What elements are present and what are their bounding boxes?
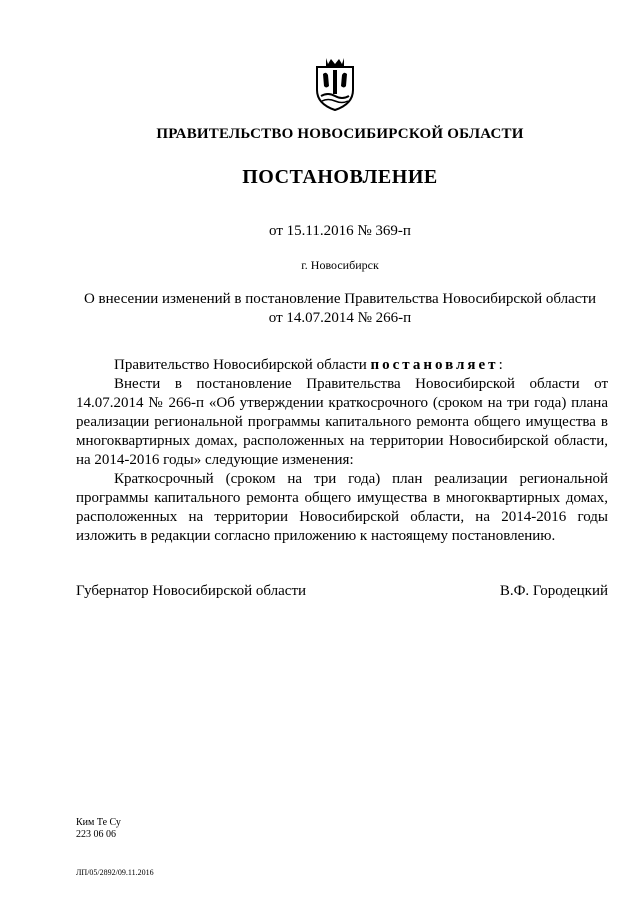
date-number-line: от 15.11.2016 № 369-п [269, 223, 411, 239]
government-title: ПРАВИТЕЛЬСТВО НОВОСИБИРСКОЙ ОБЛАСТИ [156, 126, 524, 142]
paragraph-2: Краткосрочный (сроком на три года) план реализации региональной программы капитального ремонта общего имущества в многоквартирных домах, расположенных на территории Новосибирской области, на 2014-2016 годы изложить в редакции согласно приложению к настоящему постановлению. [76, 471, 608, 544]
signatory-name: В.Ф. Городецкий [499, 583, 608, 599]
intro-text: Правительство Новосибирской области [114, 357, 371, 373]
subject-line-1: О внесении изменений в постановление Правительства Новосибирской области [83, 291, 597, 307]
executor-phone: 223 06 06 [76, 829, 116, 840]
document-subject [60, 290, 620, 328]
decree-word: постановляет [370, 357, 499, 373]
document-code: ЛП/05/2892/09.11.2016 [76, 868, 154, 877]
city-line: г. Новосибирск [301, 258, 379, 272]
subject-line-2: от 14.07.2014 № 266-п [268, 310, 412, 326]
signatory-position: Губернатор Новосибирской области [76, 583, 307, 599]
document-body [76, 356, 608, 546]
coat-of-arms-icon [312, 56, 358, 112]
signature-block [76, 583, 608, 600]
intro-paragraph [76, 356, 608, 375]
decree-colon: : [498, 357, 503, 373]
paragraph-1: Внести в постановление Правительства Новосибирской области от 14.07.2014 № 266-п «Об утверждении краткосрочного (сроком на три года) плана реализации региональной программы капитального ремонта общего имущества в многоквартирных домах, расположенных на территории Новосибирской области, на 2014-2016 годы» следующие изменения: [76, 376, 608, 468]
executor-name: Ким Те Су [76, 817, 121, 828]
document-type: ПОСТАНОВЛЕНИЕ [242, 166, 438, 188]
executor-block [76, 817, 121, 841]
